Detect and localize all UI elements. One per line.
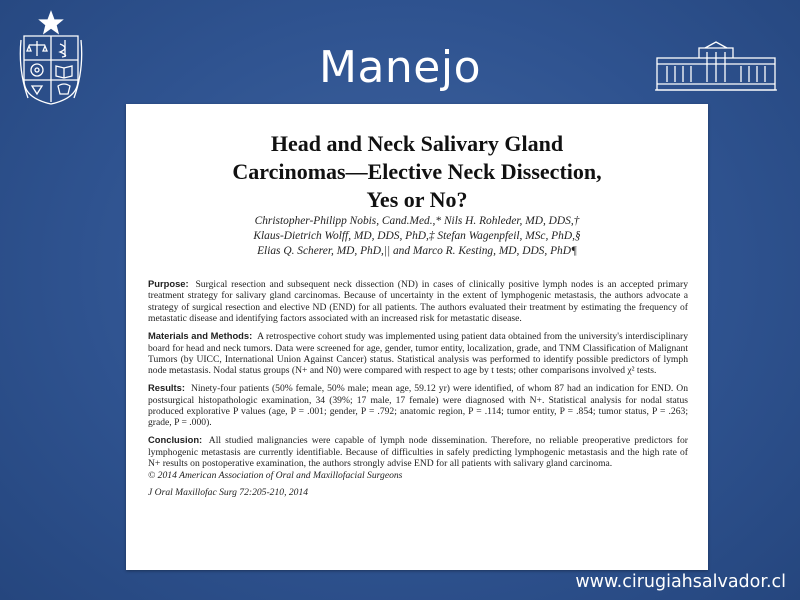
abstract-conclusion bbox=[148, 434, 688, 469]
abstract-section-text: A retrospective cohort study was implemented using patient data obtained from the university's interdisciplinary board for head and neck tumors. Data were screened for age, gender, tumor entity, localization, grade, and TNM Classification of Malignant Tumors (by UICC, International Union Against Cancer) status. Statistical analysis was performed to identify possible predictors of lymph node metastasis. Nodal status groups (N+ and N0) were compared with respect to age by t tests; other comparisons involved χ² tests. bbox=[148, 331, 688, 377]
paper-title-line: Carcinomas—Elective Neck Dissection, bbox=[232, 159, 602, 184]
abstract-section-text: Surgical resection and subsequent neck dissection (ND) in cases of clinically positive lymph nodes is an accepted primary treatment strategy for salivary gland carcinomas. Because of uncertainty in the extent of lymphogenic metastasis, the authors advocate a strategy of surgical resection and elective ND (END) for all patients. The authors evaluated their treatment by estimating the frequency of metastatic disease and identifying factors associated with an increased risk for metastatic disease. bbox=[148, 279, 688, 325]
abstract-section-label: Materials and Methods: bbox=[148, 330, 253, 342]
abstract-section-label: Purpose: bbox=[148, 278, 189, 289]
website-url: www.cirugiahsalvador.cl bbox=[575, 572, 786, 592]
abstract-section-text: All studied malignancies were capable of lymph node dissemination. Therefore, no reliable preoperative predictors for lymphogenic metastasis are currently identifiable. Because of difficulties in safely predicting lymphogenic metastasis and the high rate of N+ results on postoperative examination, the authors strongly advise END for all patients with salivary gland carcinoma. bbox=[148, 435, 688, 470]
abstract-results bbox=[148, 382, 688, 429]
paper-abstract bbox=[148, 278, 688, 503]
paper-abstract-page bbox=[126, 104, 708, 570]
hospital-building-icon bbox=[655, 40, 777, 92]
author-line: Elias Q. Scherer, MD, PhD,|| and Marco R. Kesting, MD, DDS, PhD¶ bbox=[257, 245, 577, 257]
paper-citation: J Oral Maxillofac Surg 72:205-210, 2014 bbox=[148, 486, 309, 498]
abstract-methods bbox=[148, 330, 688, 377]
paper-authors bbox=[126, 214, 708, 259]
abstract-section-label: Results: bbox=[148, 382, 185, 394]
paper-title-line: Yes or No? bbox=[366, 187, 468, 212]
author-line: Klaus-Dietrich Wolff, MD, DDS, PhD,‡ Stefan Wagenpfeil, MSc, PhD,§ bbox=[253, 230, 581, 242]
author-line: Christopher-Philipp Nobis, Cand.Med.,* Nils H. Rohleder, MD, DDS,† bbox=[254, 215, 580, 227]
abstract-section-text: Ninety-four patients (50% female, 50% male; mean age, 59.12 yr) were identified, of whom 87 had an indication for END. On postsurgical histopathologic examination, 34 (39%; 17 male, 17 female) were diagnosed with N+. Statistical analysis for nodal status produced explorative P values (age, P = .001; gender, P = .792; anatomic region, P = .114; tumor entity, P = .854; tumor status, P = .263; grade, P = .000). bbox=[148, 383, 689, 429]
slide-title: Manejo bbox=[318, 42, 482, 93]
paper-title-line: Head and Neck Salivary Gland bbox=[270, 131, 564, 156]
abstract-purpose bbox=[148, 278, 688, 325]
paper-title bbox=[126, 130, 708, 214]
abstract-section-label: Conclusion: bbox=[148, 434, 203, 446]
paper-copyright: © 2014 American Association of Oral and Maxillofacial Surgeons bbox=[148, 469, 403, 481]
